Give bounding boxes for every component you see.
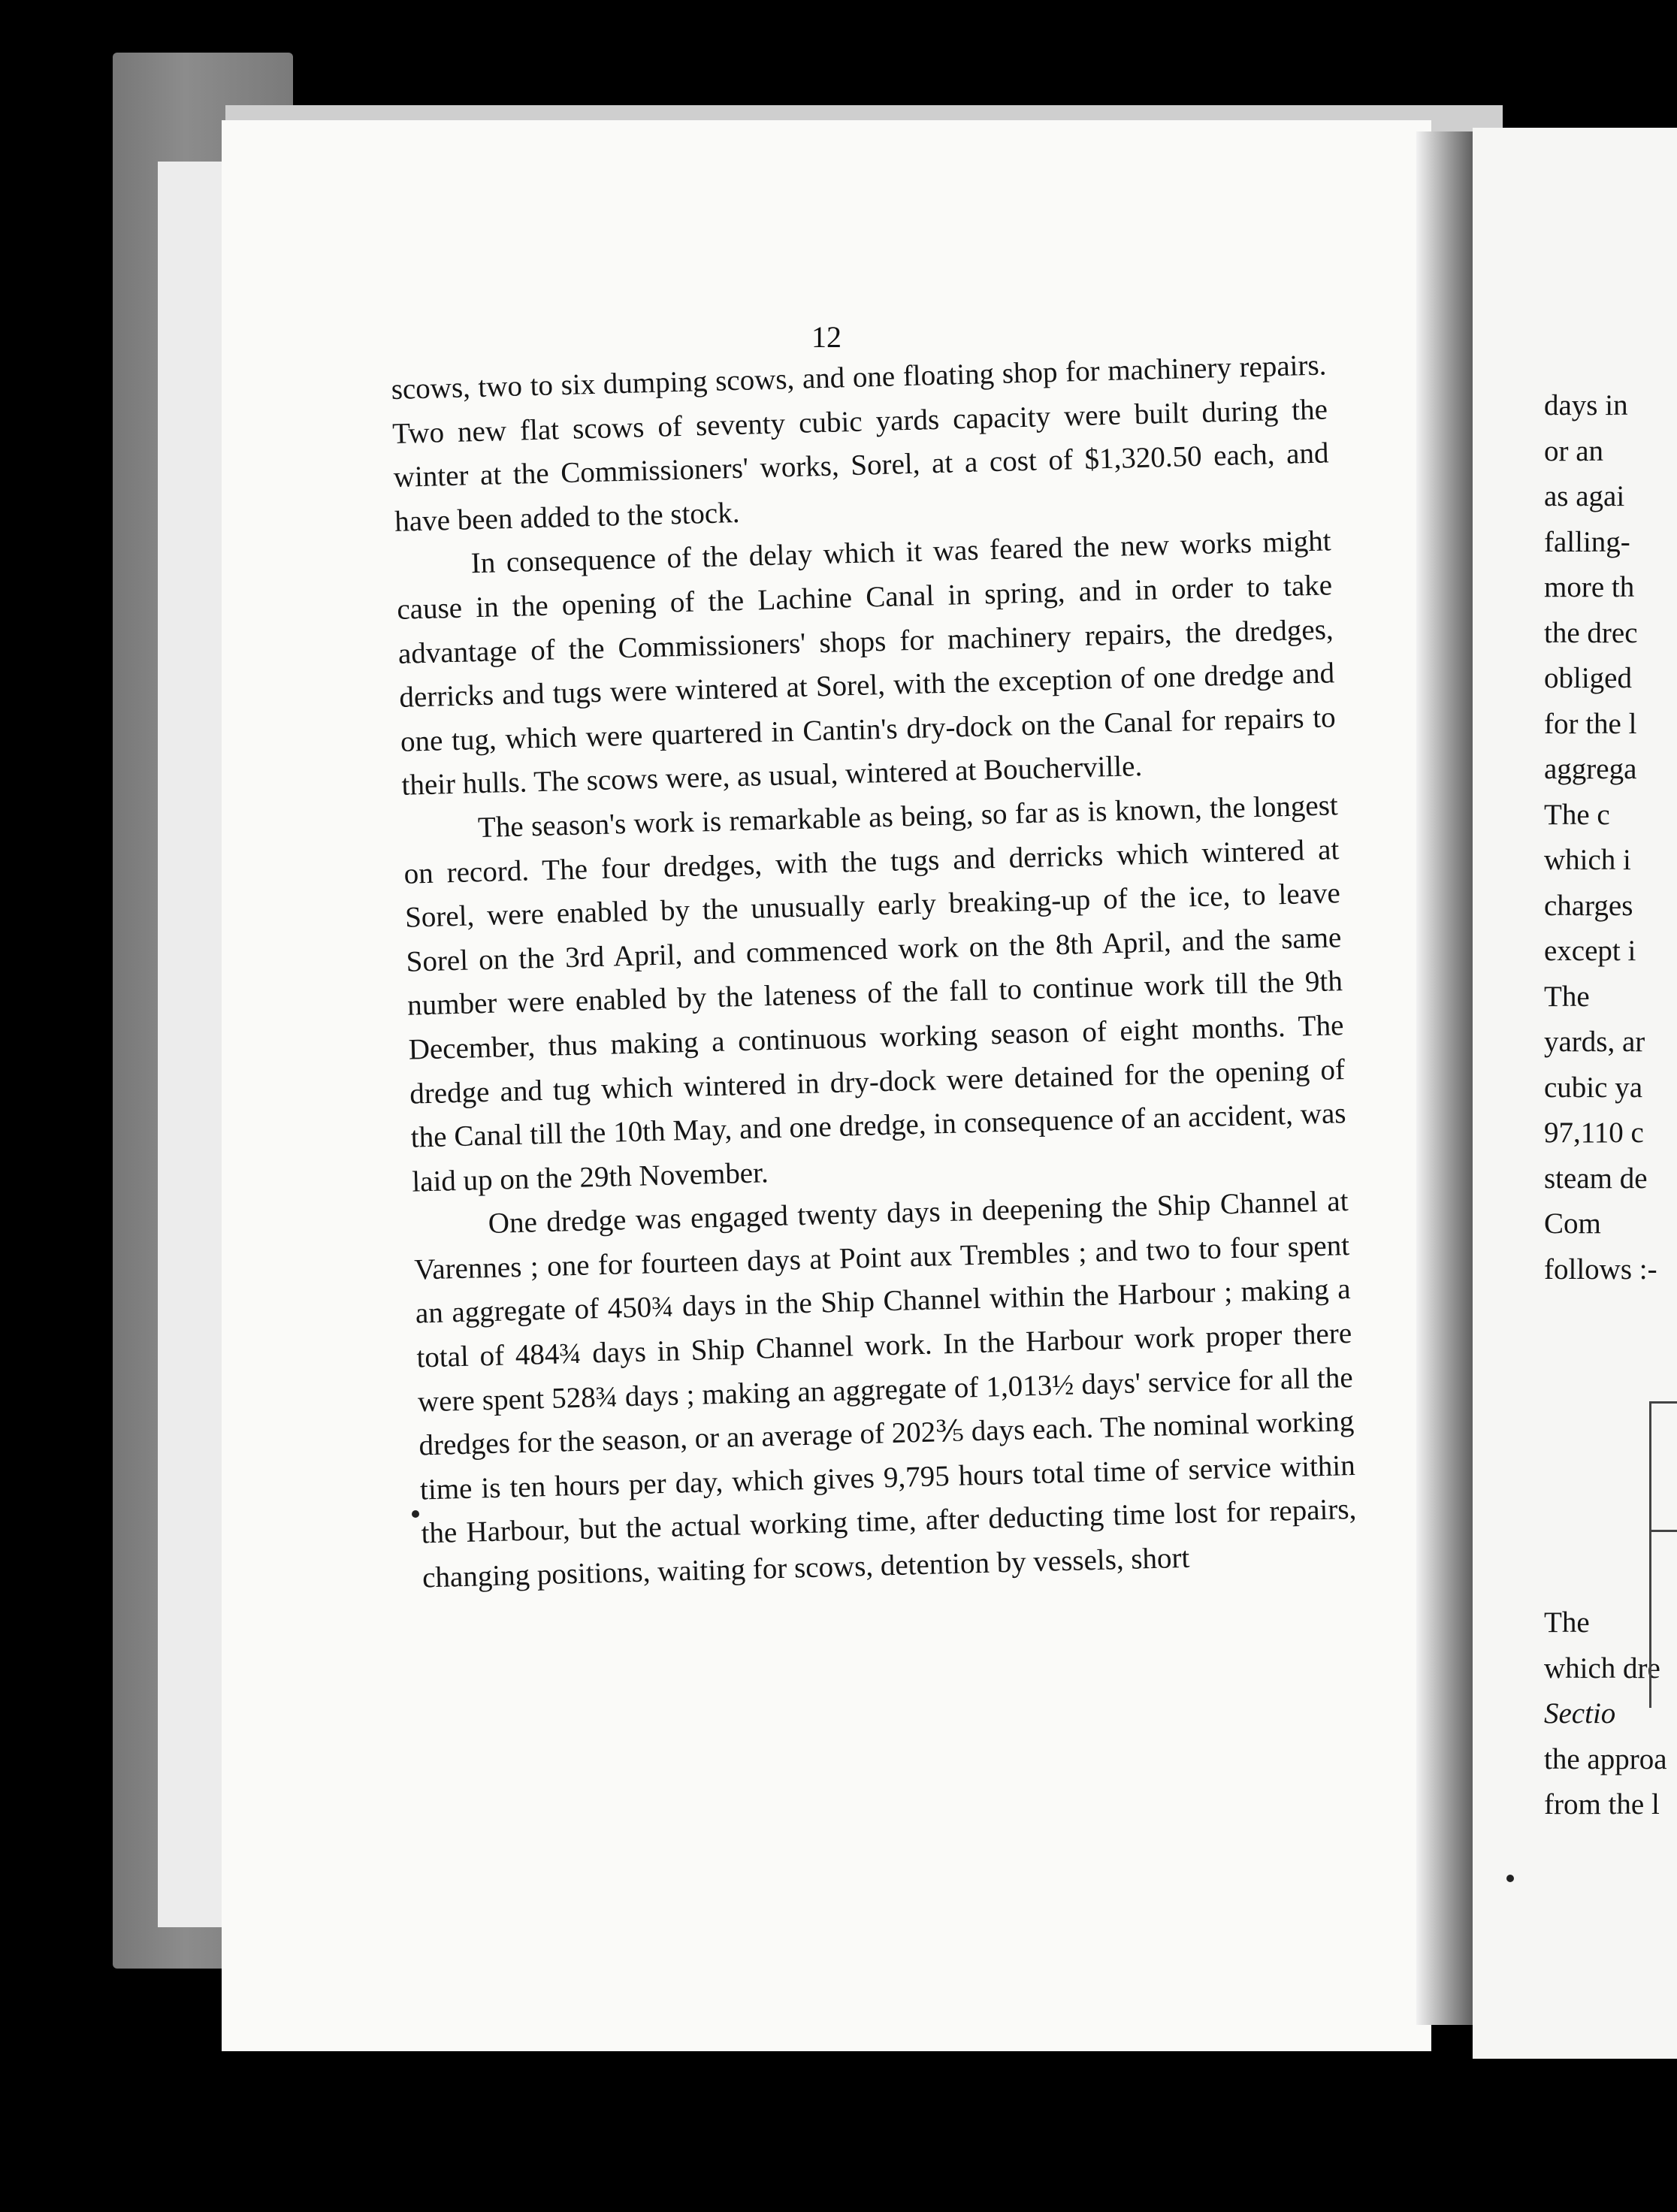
text-line: The bbox=[1544, 980, 1590, 1013]
text-line: except i bbox=[1544, 935, 1636, 967]
text-line: more th bbox=[1544, 571, 1635, 603]
text-line: steam de bbox=[1544, 1162, 1648, 1195]
text-line: Com bbox=[1544, 1207, 1601, 1240]
paragraph: scows, two to six dumping scows, and one floating shop for machinery repairs. Two new flat scows of seventy cubic yards capacity were built during the winter at the Commissioners' works, Sorel, at a cost of $1,320.50 each, and have been added to the stock. bbox=[391, 349, 1329, 538]
text-line: Sectio bbox=[1544, 1697, 1616, 1730]
table-border bbox=[1649, 1401, 1677, 1708]
paragraph: In consequence of the delay which it was feared the new works might cause in the opening of the Lachine Canal in spring, and in order to take advantage of the Commissioners' shops for machinery repairs, the dredges, derricks and tugs were wintered at Sorel, with the exception of one dredge and one tug, which were quartered in Cantin's dry-dock on the Canal for repairs to their hulls. The scows were, as usual, wintered at Boucherville. bbox=[396, 524, 1337, 802]
text-line: The c bbox=[1544, 798, 1610, 831]
dust-speck bbox=[1506, 1875, 1514, 1882]
text-line: obliged bbox=[1544, 662, 1632, 694]
text-line: days in bbox=[1544, 389, 1628, 422]
paragraph: The season's work is remarkable as being, so far as is known, the longest on record. The four dredges, with the tugs and derricks which wintered at Sorel, were enabled by the unusually early breaking-up of the ice, to leave Sorel on the 3rd April, and commenced work on the 8th April, and the same number were enabled by the lateness of the fall to continue work till the 9th December, thus making a continuous working season of eight months. The dredge and tug which wintered in dry-dock were detained for the opening of the Canal till the 10th May, and one dredge, in consequence of an accident, was laid up on the 29th November. bbox=[403, 789, 1346, 1198]
text-line: yards, ar bbox=[1544, 1026, 1645, 1058]
text-line: as agai bbox=[1544, 480, 1625, 512]
text-line: 97,110 c bbox=[1544, 1117, 1644, 1149]
body-text bbox=[391, 343, 1358, 1600]
right-page bbox=[1473, 128, 1677, 2059]
text-line: aggrega bbox=[1544, 753, 1637, 785]
text-line: charges bbox=[1544, 889, 1633, 922]
text-line: follows :- bbox=[1544, 1253, 1657, 1286]
text-line: the approa bbox=[1544, 1742, 1667, 1775]
text-line: the drec bbox=[1544, 616, 1638, 649]
text-line: falling- bbox=[1544, 525, 1630, 558]
text-line: cubic ya bbox=[1544, 1071, 1643, 1104]
text-line: for the l bbox=[1544, 707, 1637, 740]
paragraph: One dredge was engaged twenty days in deepening the Ship Channel at Varennes ; one for fourteen days at Point aux Trembles ; and two to four spent an aggregate of 450¾ days in the Ship Channel within the Harbour ; making a total of 484¾ days in Ship Channel work. In the Harbour work proper there were spent 528¾ days ; making an aggregate of 1,013½ days' service for all the dredges for the season, or an average of 202⅗ days each. The nominal working time is ten hours per day, which gives 9,795 hours total time of service within the Harbour, but the actual working time, after deducting time lost for repairs, changing positions, waiting for scows, detention by vessels, short bbox=[413, 1185, 1357, 1594]
text-line: which i bbox=[1544, 844, 1631, 876]
dust-speck bbox=[412, 1510, 419, 1518]
text-line: The bbox=[1544, 1606, 1590, 1639]
text-line: which dre bbox=[1544, 1651, 1660, 1685]
text-line: from the l bbox=[1544, 1788, 1660, 1821]
text-line: or an bbox=[1544, 434, 1604, 467]
page-number: 12 bbox=[811, 320, 842, 354]
left-page bbox=[222, 120, 1431, 2051]
